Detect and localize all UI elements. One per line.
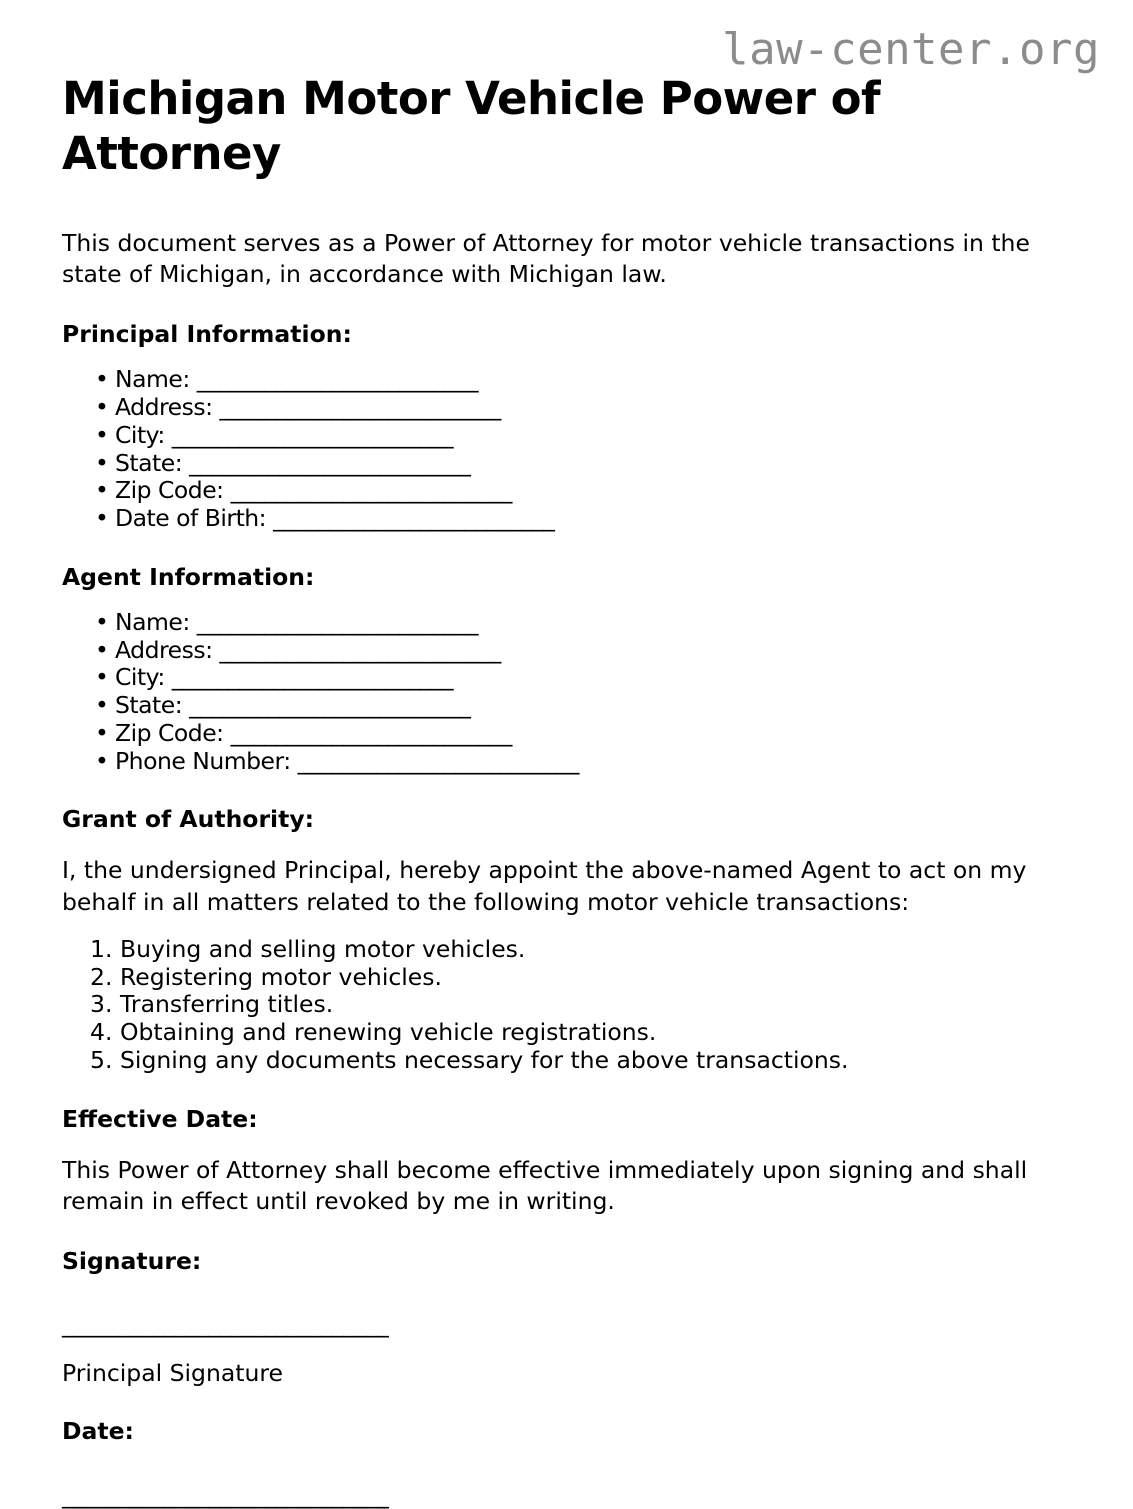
agent-field-phone: Phone Number: _________________________: [115, 746, 579, 775]
list-item: [62, 720, 1070, 748]
agent-field-address: Address: _________________________: [115, 635, 501, 664]
principal-field-dob: Date of Birth: _________________________: [115, 504, 555, 533]
list-item: Buying and selling motor vehicles.: [120, 934, 526, 963]
agent-field-zip: Zip Code: _________________________: [115, 718, 512, 747]
effective-date-heading: Effective Date:: [62, 1104, 258, 1133]
authority-items: [62, 936, 1070, 1075]
page-title: Michigan Motor Vehicle Power of Attorney: [62, 72, 881, 180]
principal-information-heading: Principal Information:: [62, 320, 352, 349]
agent-information-fields: [62, 609, 1070, 775]
list-item: Registering motor vehicles.: [120, 962, 442, 991]
agent-field-name: Name: _________________________: [115, 607, 478, 636]
principal-field-state: State: _________________________: [115, 448, 471, 477]
list-item: Signing any documents necessary for the above transactions.: [120, 1045, 849, 1074]
list-item: Obtaining and renewing vehicle registrations.: [120, 1018, 657, 1047]
principal-field-city: City: _________________________: [115, 420, 453, 449]
grant-of-authority-heading: Grant of Authority:: [62, 805, 315, 834]
document-content: [62, 72, 1070, 1509]
principal-information-fields: [62, 366, 1070, 532]
effective-date-text: This Power of Attorney shall become effective immediately upon signing and shall remain in effect until revoked by me in writing.: [62, 1155, 1028, 1215]
principal-signature-line[interactable]: _____________________________: [62, 1310, 389, 1339]
agent-field-city: City: _________________________: [115, 663, 453, 692]
list-item: [62, 505, 1070, 533]
list-item: Transferring titles.: [120, 990, 334, 1019]
agent-information-heading: Agent Information:: [62, 562, 315, 591]
date-heading: Date:: [62, 1417, 134, 1446]
list-item: [62, 637, 1070, 665]
list-item: [62, 748, 1070, 776]
agent-field-state: State: _________________________: [115, 691, 471, 720]
site-watermark: law-center.org: [722, 24, 1100, 75]
principal-field-name: Name: _________________________: [115, 365, 478, 394]
intro-paragraph: This document serves as a Power of Attorney for motor vehicle transactions in the state of Michigan, in accordance with Michigan law.: [62, 228, 1030, 289]
list-item: [62, 664, 1070, 692]
list-item: [62, 422, 1070, 450]
list-item: [62, 366, 1070, 394]
principal-signature-label: Principal Signature: [62, 1359, 283, 1388]
principal-field-zip: Zip Code: _________________________: [115, 476, 512, 505]
grant-of-authority-text: I, the undersigned Principal, hereby appoint the above-named Agent to act on my behalf in all matters related to the following motor vehicle transactions:: [62, 856, 1027, 916]
date-line[interactable]: _____________________________: [62, 1480, 389, 1509]
list-item: [62, 394, 1070, 422]
signature-heading: Signature:: [62, 1247, 202, 1276]
list-item: [62, 450, 1070, 478]
list-item: [62, 692, 1070, 720]
principal-field-address: Address: _________________________: [115, 393, 501, 422]
list-item: [62, 477, 1070, 505]
list-item: [62, 609, 1070, 637]
